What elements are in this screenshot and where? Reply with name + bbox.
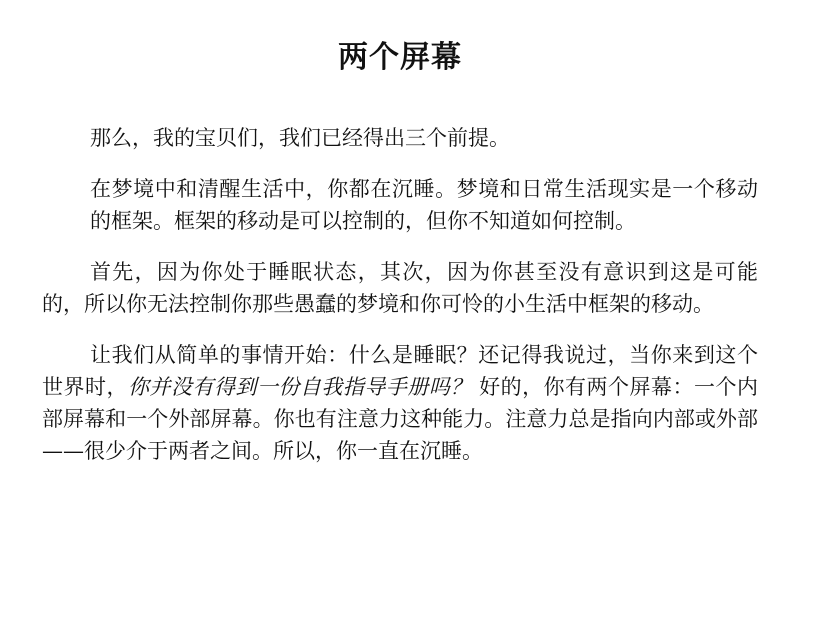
paragraph-1: 那么，我的宝贝们，我们已经得出三个前提。 xyxy=(90,126,510,150)
paragraph-4-text-before: 让我们从简单的事情开始：什么是睡眠？还记得我说过，当你来到这个世界时， xyxy=(42,343,758,399)
paragraph-2: 在梦境中和清醒生活中，你都在沉睡。梦境和日常生活现实是一个移动的框架。框架的移动是可以控制的，但你不知道如何控制。 xyxy=(90,177,758,233)
paragraph-4 xyxy=(42,339,758,467)
paragraph-3: 首先，因为你处于睡眠状态，其次，因为你甚至没有意识到这是可能的，所以你无法控制你那些愚蠢的梦境和你可怜的小生活中框架的移动。 xyxy=(42,260,758,316)
page-title: 两个屏幕 xyxy=(338,40,462,75)
paragraph-4-italic-question: 你并没有得到一份自我指导手册吗？ xyxy=(127,375,472,399)
paragraph-4-text-after: 好的，你有两个屏幕：一个内部屏幕和一个外部屏幕。你也有注意力这种能力。注意力总是指向内部或外部——很少介于两者之间。所以，你一直在沉睡。 xyxy=(42,375,759,463)
document-page xyxy=(42,0,758,467)
